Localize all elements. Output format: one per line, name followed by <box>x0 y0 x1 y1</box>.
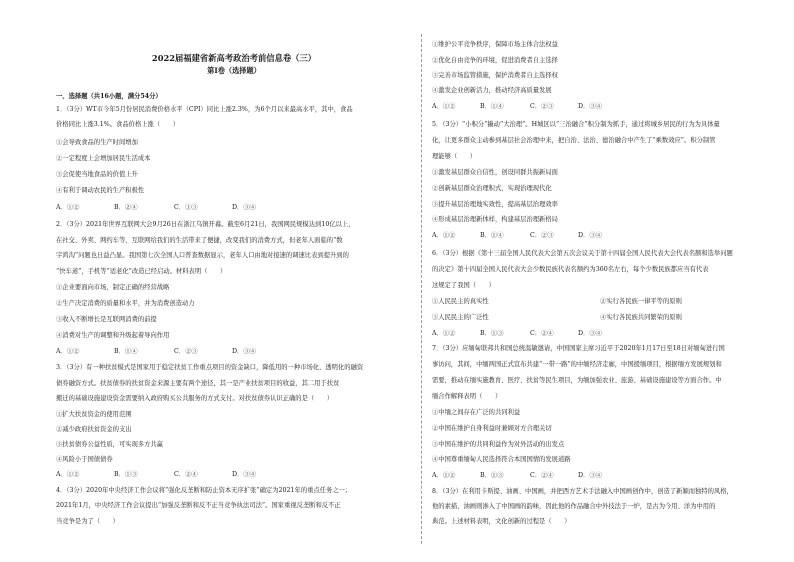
statement-option: ②生产决定消费的质量和水平，并为消费创造动力 <box>56 300 195 307</box>
question-text: 1．（3分）WT市今年5月份居民消费价格水平（CPI）同比上涨2.3%，为6个月以来最高水平，其中，食品 <box>56 106 353 113</box>
answer-choice[interactable]: D．③④ <box>232 471 256 478</box>
statement-option: ②创新基层群众治理积式，实现治理现代化 <box>432 185 552 192</box>
statement-option: ③提升基层治理地实效性，提高基层治理效率 <box>432 201 558 208</box>
question-text: 8．（3分）在利用卡斯提、油画、中国画，并把西方艺术手法融入中国画创作中，创造了新颖而独特的风格， <box>432 488 733 495</box>
statement-option: ③会促使当地食品的价值上升 <box>56 171 138 178</box>
answer-choice[interactable]: A．①② <box>432 103 456 110</box>
column-divider <box>421 34 422 544</box>
answer-choice[interactable]: A．①② <box>432 472 456 479</box>
statement-option: ①扩大扶贫资金的使用范围 <box>56 411 132 418</box>
question-text: 6．（3分）根据《第十三届全国人民代表大会第五次会议关于第十四届全国人民代表大会代表名额和选举问题 <box>432 250 733 257</box>
answer-choice[interactable]: C．②④ <box>174 471 198 478</box>
statement-option: ④消费对生产的调整和升级起着导向作用 <box>56 332 170 339</box>
question-text: 价格同比上涨3.1%。食品价格上涨（ ） <box>56 121 180 128</box>
statement-option: ③人民民主的广泛性 <box>432 314 489 321</box>
statement-option: ②实行各民族一律平等的原则 <box>600 298 682 305</box>
statement-option: ④激发企业创新活力，推动经济高质量发展 <box>432 87 552 94</box>
statement-option: ④实行各民族共同繁荣的原则 <box>600 314 682 321</box>
question-text: 需要，推动在缅实施教育、医疗、扶贫等民生项目，为缅加强农业、旅游、基础设施建设等方面合作。中 <box>432 377 722 384</box>
statement-option: ④有利于调动农民的生产积极性 <box>56 187 145 194</box>
statement-option: ②一定程度上会增加居民生活成本 <box>56 155 151 162</box>
exam-title: 2022届福建省新高考政治考前信息卷（三） <box>151 53 317 63</box>
question-text: 债券融资方式。扶贫债券的扶贫资金来源主要有两个途径，其一是产业扶贫项目的收益，其二用于扶贫 <box>56 380 340 387</box>
answer-choice[interactable]: D．③④ <box>232 348 256 355</box>
question-text: 字鸿沟”问题也日益凸显。我国第七次全国人口普查数据显示，老年人口由地对接速的调速比表到提升到的 <box>56 252 349 259</box>
question-text: 当竞争是为了（ ） <box>56 518 119 525</box>
answer-choice[interactable]: A．①② <box>56 204 80 211</box>
statement-option: ①会导致食品的生产时间增加 <box>56 139 138 146</box>
question-text: 他的素描、油画则渗入了中国画的韵味，因此他的作品融合中外技法于一炉，是古为今用、洋为中用的 <box>432 503 716 510</box>
statement-option: ③完善市场监管措施，保护消费者自主选择权 <box>432 72 558 79</box>
section-heading: 一、选择题（共16小题，满分54分） <box>56 93 162 100</box>
question-text: 的决定》第十四届全国人民代表大会少数民族代表名额约为360名左右，每个少数民族都应当有代表 <box>432 266 709 273</box>
statement-option: ④形成基层治理新体样，构建基层治理新格局 <box>432 216 558 223</box>
question-text: 事访问，其间，中缅两国正式宣布共建“一带一路”的中缅经济走廊，中国援缅项目，根据缅方发展规划和 <box>432 361 722 368</box>
answer-choice[interactable]: B．①③ <box>114 471 138 478</box>
answer-choice[interactable]: D．③④ <box>232 204 256 211</box>
question-text: 化，让更多群众主动参到基层社会治理中来，把自治、法治、德治融合中产生了“乘数效应”。积分制管 <box>432 137 716 144</box>
exam-subtitle: 第Ⅰ卷（选择题） <box>207 66 261 75</box>
statement-option: ①维护公平竞争秩序，保障市场主体合法权益 <box>432 41 558 48</box>
statement-option: ④中国尊重缅甸人民选择符合本国国情的发展道路 <box>432 456 571 463</box>
statement-option: ③中国在维护的共同利益作为对外活动的出发点 <box>432 441 565 448</box>
question-text: “快车道”，手机等“适老化”改造已经启动。材料表明（ ） <box>56 268 227 275</box>
question-text: 在社交、外卖、网约车等，互联网给我们的生活带来了便捷，改变我们的消费方式，但老年人面临的“数 <box>56 237 343 244</box>
answer-choice[interactable]: D．③④ <box>578 103 602 110</box>
answer-choice[interactable]: B．②④ <box>114 204 138 211</box>
answer-choice[interactable]: B．①④ <box>480 232 504 239</box>
answer-choice[interactable]: A．①② <box>432 330 456 337</box>
answer-choice[interactable]: B．①③ <box>480 330 504 337</box>
answer-choice[interactable]: A．①② <box>432 232 456 239</box>
statement-option: ①企业要面向市场，制定正确的经营战略 <box>56 284 170 291</box>
answer-choice[interactable]: B．①④ <box>114 348 138 355</box>
answer-choice[interactable]: C．②③ <box>530 232 554 239</box>
question-text: 理能够（ ） <box>432 153 477 160</box>
answer-choice[interactable]: B．①④ <box>480 103 504 110</box>
answer-choice[interactable]: A．①② <box>56 471 80 478</box>
answer-choice[interactable]: C．②④ <box>530 472 554 479</box>
answer-choice[interactable]: A．①② <box>56 348 80 355</box>
question-text: 5．（3分）“小积分”撬动“大治理”。H城区以“三治融合”积分制为抓手，通过将城乡居民的行为为具体量 <box>432 121 720 128</box>
statement-option: ①人民民主的真实性 <box>432 298 489 305</box>
question-text: 2021年1月，中央经济工作会议提出“加强反垄断和反不正当竞争执法司法”。国家重视反垄断和反不正 <box>56 502 341 509</box>
statement-option: ②减少政府扶贫资金的支出 <box>56 426 132 433</box>
statement-option: ②优化自由竞争的环境，促进消费者自主选择 <box>432 57 558 64</box>
question-text: 4．（3分）2020年中央经济工作会议将“强化反垄断和防止资本无序扩张”确定为2021年的重点任务之一； <box>56 487 352 494</box>
answer-choice[interactable]: D．③④ <box>578 330 602 337</box>
answer-choice[interactable]: C．②③ <box>530 103 554 110</box>
statement-option: ①激发基层群众自信性，创设同群共振新局面 <box>432 169 558 176</box>
question-text: 3．（3分）有一种扶贫模式是国家用于稳定扶贫工作重点项目的资金缺口，降低用的一种市场化、透明化的融资 <box>56 364 364 371</box>
question-text: 典范。上述材料表明，文化创新的过程是（ ） <box>432 518 571 525</box>
statement-option: ③扶贫债券公益性质，可实现多方共赢 <box>56 441 164 448</box>
question-text: 2．（3分）2021年世界互联网大会9月26日在浙江乌镇开幕。截至6月21日，我国网民规模达到10亿以上， <box>56 221 355 228</box>
statement-option: ①中缅之间存在广泛的共同利益 <box>432 409 521 416</box>
answer-choice[interactable]: D．③④ <box>578 472 602 479</box>
answer-choice[interactable]: C．②④ <box>530 330 554 337</box>
question-text: 7．（3分）应缅甸联邦共和国总统温敏邀请，中国国家主席习近平于2020年1月17日至18日对缅甸进行国 <box>432 345 725 352</box>
question-text: 搬迁的基础设施建设资金需要纳入政府购买公共服务的方式支付。对扶贫债券认识正确的是（ ） <box>56 395 334 402</box>
answer-choice[interactable]: B．①③ <box>480 472 504 479</box>
answer-choice[interactable]: C．①③ <box>174 204 198 211</box>
answer-choice[interactable]: D．③④ <box>578 232 602 239</box>
answer-choice[interactable]: C．②③ <box>174 348 198 355</box>
statement-option: ③收入不断增长是互联网消费的前提 <box>56 316 157 323</box>
question-text: 这规定了我国（ ） <box>432 282 495 289</box>
statement-option: ④风险小于国债债券 <box>56 456 113 463</box>
question-text: 缅合作解释表明（ ） <box>432 393 502 400</box>
statement-option: ②中国在维护自身利益时兼顾对方合理关切 <box>432 425 552 432</box>
